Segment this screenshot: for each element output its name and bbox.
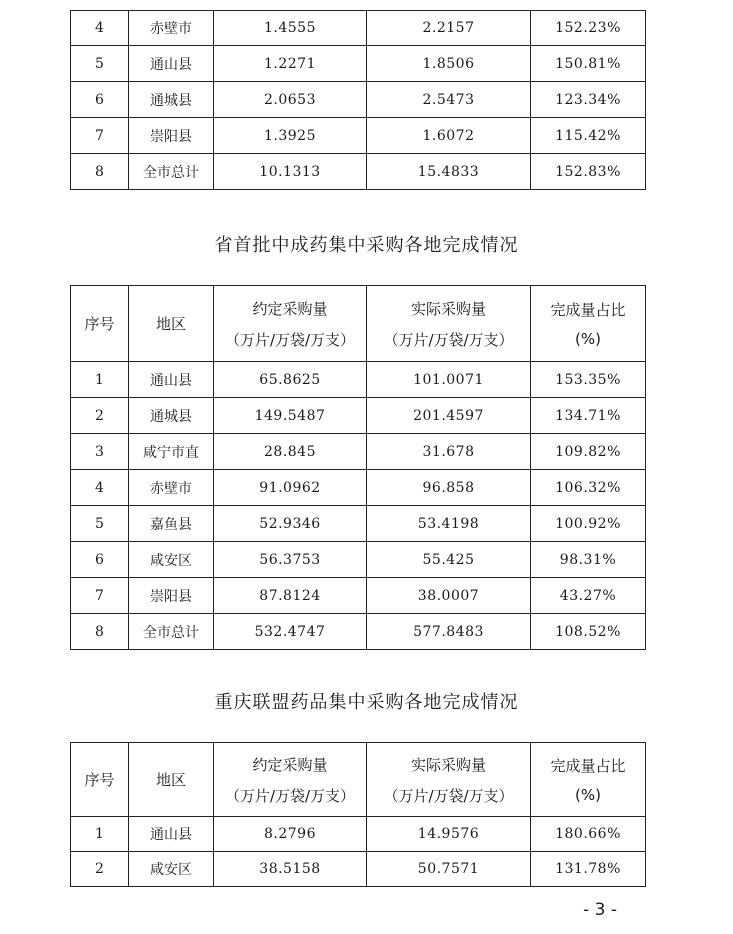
header-ratio xyxy=(531,286,646,362)
cell-no: 2 xyxy=(71,398,129,434)
table-row xyxy=(71,434,646,470)
cell-agreed: 10.1313 xyxy=(214,154,367,190)
header-actual-label: 实际采购量 xyxy=(410,755,486,774)
cell-agreed: 1.2271 xyxy=(214,46,367,82)
cell-no: 4 xyxy=(71,11,129,46)
cell-region: 全市总计 xyxy=(129,154,214,190)
header-no: 序号 xyxy=(71,743,129,817)
cell-region: 崇阳县 xyxy=(129,578,214,614)
header-actual xyxy=(367,743,531,817)
cell-ratio: 106.32% xyxy=(531,470,646,506)
cell-ratio: 123.34% xyxy=(531,82,646,118)
cell-no: 8 xyxy=(71,614,129,650)
cell-ratio: 131.78% xyxy=(531,852,646,887)
cell-no: 5 xyxy=(71,46,129,82)
cell-ratio: 43.27% xyxy=(531,578,646,614)
header-ratio-unit: (%) xyxy=(575,786,601,804)
cell-no: 1 xyxy=(71,817,129,852)
cell-actual: 96.858 xyxy=(367,470,531,506)
page-number: - 3 - xyxy=(583,900,617,920)
cell-region: 通城县 xyxy=(129,398,214,434)
header-region: 地区 xyxy=(129,286,214,362)
cell-region: 赤壁市 xyxy=(129,470,214,506)
table-header-row xyxy=(71,743,646,817)
cell-agreed: 8.2796 xyxy=(214,817,367,852)
header-actual-unit: （万片/万袋/万支） xyxy=(383,330,514,349)
header-agreed-unit: （万片/万袋/万支） xyxy=(224,786,356,805)
cell-actual: 1.8506 xyxy=(367,46,531,82)
header-ratio-label: 完成量占比 xyxy=(550,757,626,775)
cell-no: 6 xyxy=(71,82,129,118)
cell-ratio: 134.71% xyxy=(531,398,646,434)
table-row xyxy=(71,852,646,887)
header-agreed xyxy=(214,743,367,817)
header-region: 地区 xyxy=(129,743,214,817)
cell-region: 崇阳县 xyxy=(129,118,214,154)
cell-region: 通山县 xyxy=(129,362,214,398)
cell-actual: 2.2157 xyxy=(367,11,531,46)
cell-no: 1 xyxy=(71,362,129,398)
table-continued xyxy=(70,10,646,190)
cell-region: 全市总计 xyxy=(129,614,214,650)
table-row xyxy=(71,542,646,578)
cell-agreed: 91.0962 xyxy=(214,470,367,506)
header-actual xyxy=(367,286,531,362)
header-agreed-unit: （万片/万袋/万支） xyxy=(224,330,356,349)
cell-ratio: 150.81% xyxy=(531,46,646,82)
cell-actual: 55.425 xyxy=(367,542,531,578)
table-row xyxy=(71,154,646,190)
cell-no: 5 xyxy=(71,506,129,542)
cell-actual: 201.4597 xyxy=(367,398,531,434)
table-row xyxy=(71,470,646,506)
cell-no: 6 xyxy=(71,542,129,578)
section-title: 省首批中成药集中采购各地完成情况 xyxy=(214,235,519,256)
cell-region: 咸安区 xyxy=(129,542,214,578)
table-section3 xyxy=(70,742,646,887)
cell-agreed: 28.845 xyxy=(214,434,367,470)
header-agreed-label: 约定采购量 xyxy=(252,299,328,318)
table-row xyxy=(71,11,646,46)
header-ratio-label: 完成量占比 xyxy=(550,301,626,319)
cell-ratio: 153.35% xyxy=(531,362,646,398)
table-section2 xyxy=(70,285,646,650)
cell-actual: 31.678 xyxy=(367,434,531,470)
cell-actual: 101.0071 xyxy=(367,362,531,398)
cell-agreed: 1.4555 xyxy=(214,11,367,46)
cell-actual: 38.0007 xyxy=(367,578,531,614)
cell-agreed: 149.5487 xyxy=(214,398,367,434)
cell-ratio: 108.52% xyxy=(531,614,646,650)
cell-region: 通山县 xyxy=(129,817,214,852)
cell-region: 赤壁市 xyxy=(129,11,214,46)
cell-agreed: 38.5158 xyxy=(214,852,367,887)
table-row xyxy=(71,578,646,614)
table-row xyxy=(71,614,646,650)
table-row xyxy=(71,817,646,852)
table-header-row xyxy=(71,286,646,362)
cell-no: 3 xyxy=(71,434,129,470)
header-ratio-unit: (%) xyxy=(575,330,601,348)
header-ratio xyxy=(531,743,646,817)
cell-agreed: 52.9346 xyxy=(214,506,367,542)
cell-agreed: 65.8625 xyxy=(214,362,367,398)
cell-actual: 53.4198 xyxy=(367,506,531,542)
header-actual-unit: （万片/万袋/万支） xyxy=(383,786,514,805)
header-actual-label: 实际采购量 xyxy=(410,299,486,318)
cell-actual: 50.7571 xyxy=(367,852,531,887)
table-row xyxy=(71,362,646,398)
cell-ratio: 152.23% xyxy=(531,11,646,46)
table-row xyxy=(71,46,646,82)
cell-ratio: 180.66% xyxy=(531,817,646,852)
cell-no: 8 xyxy=(71,154,129,190)
cell-agreed: 1.3925 xyxy=(214,118,367,154)
header-agreed xyxy=(214,286,367,362)
cell-actual: 15.4833 xyxy=(367,154,531,190)
cell-ratio: 152.83% xyxy=(531,154,646,190)
cell-region: 通山县 xyxy=(129,46,214,82)
cell-ratio: 98.31% xyxy=(531,542,646,578)
cell-ratio: 109.82% xyxy=(531,434,646,470)
cell-region: 通城县 xyxy=(129,82,214,118)
cell-region: 咸宁市直 xyxy=(129,434,214,470)
cell-no: 7 xyxy=(71,578,129,614)
table-row xyxy=(71,118,646,154)
header-agreed-label: 约定采购量 xyxy=(252,755,328,774)
cell-agreed: 2.0653 xyxy=(214,82,367,118)
cell-no: 7 xyxy=(71,118,129,154)
cell-actual: 14.9576 xyxy=(367,817,531,852)
cell-actual: 577.8483 xyxy=(367,614,531,650)
cell-region: 咸安区 xyxy=(129,852,214,887)
cell-agreed: 532.4747 xyxy=(214,614,367,650)
cell-ratio: 100.92% xyxy=(531,506,646,542)
cell-no: 2 xyxy=(71,852,129,887)
cell-actual: 1.6072 xyxy=(367,118,531,154)
cell-actual: 2.5473 xyxy=(367,82,531,118)
section-title: 重庆联盟药品集中采购各地完成情况 xyxy=(214,692,519,713)
header-no: 序号 xyxy=(71,286,129,362)
cell-agreed: 56.3753 xyxy=(214,542,367,578)
cell-ratio: 115.42% xyxy=(531,118,646,154)
table-row xyxy=(71,506,646,542)
cell-no: 4 xyxy=(71,470,129,506)
table-row xyxy=(71,82,646,118)
table-row xyxy=(71,398,646,434)
cell-region: 嘉鱼县 xyxy=(129,506,214,542)
cell-agreed: 87.8124 xyxy=(214,578,367,614)
